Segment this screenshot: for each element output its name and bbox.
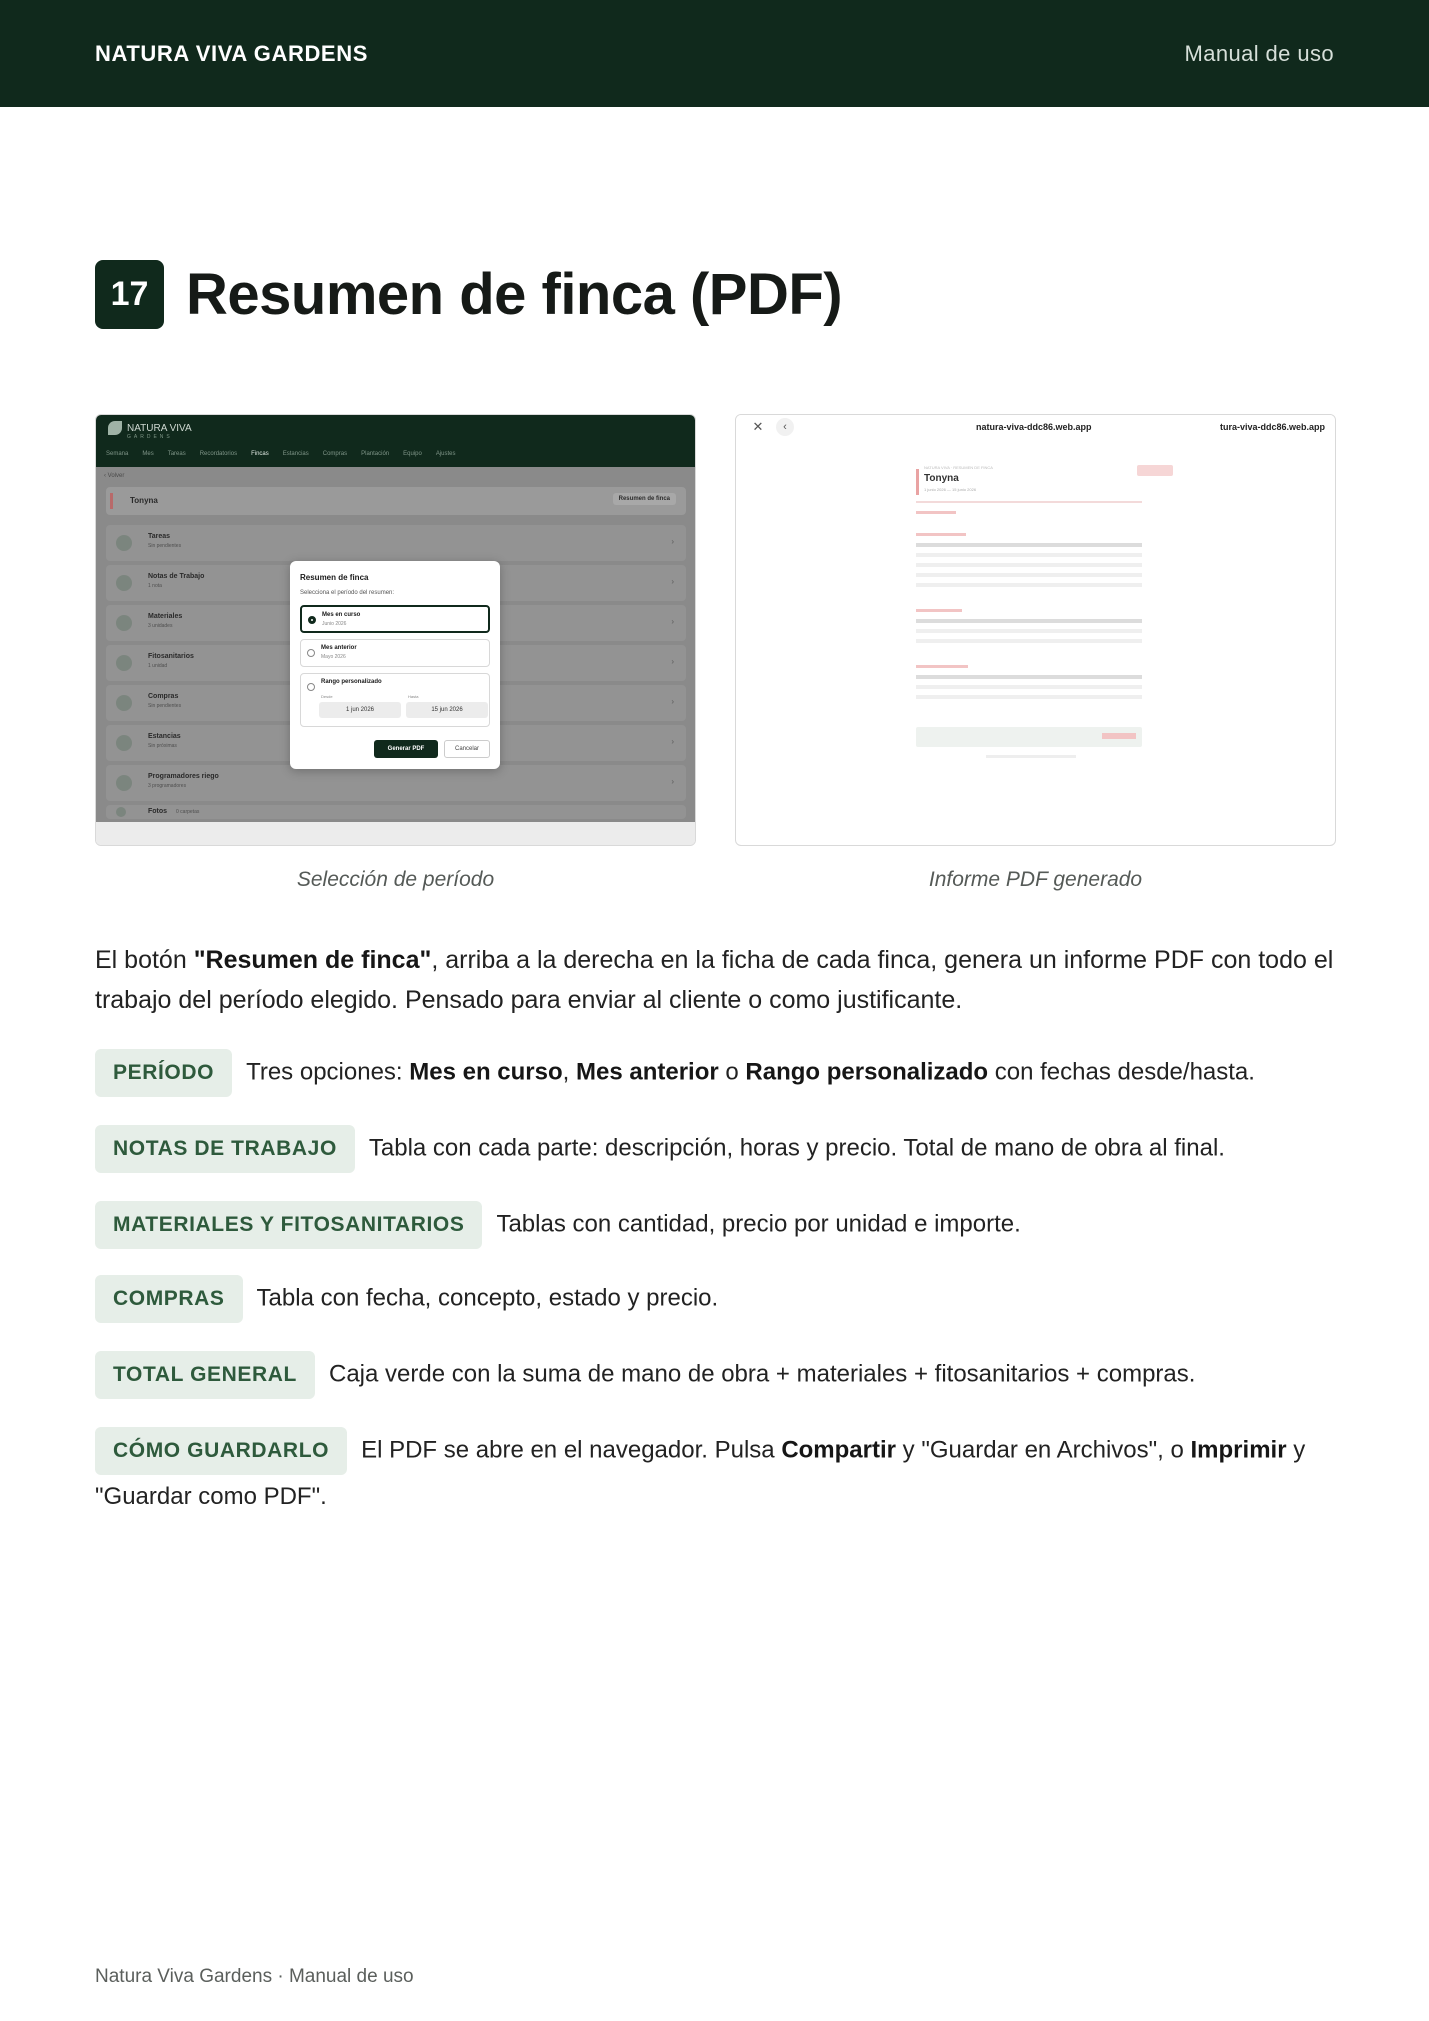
pdf-table-row [916, 583, 1142, 587]
list-item-title: Fotos [148, 808, 168, 815]
pdf-kicker: NATURA VIVA · RESUMEN DE FINCA [924, 465, 993, 470]
tag-label: MATERIALES Y FITOSANITARIOS [95, 1201, 482, 1249]
list-item-sub: 3 unidades [148, 623, 173, 629]
browser-url: natura-viva-ddc86.web.app [976, 422, 1092, 432]
cart-icon [116, 695, 132, 711]
chevron-right-icon: › [671, 577, 674, 586]
farm-name: Tonyna [130, 496, 158, 505]
item-text: Tabla con fecha, concepto, estado y precio. [256, 1284, 719, 1312]
list-item-sub: 0 carpetas [176, 809, 200, 815]
top-bar [0, 0, 1429, 107]
tag-label: TOTAL GENERAL [95, 1351, 315, 1399]
option-previous-month[interactable] [300, 639, 490, 667]
chevron-right-icon: › [671, 657, 674, 666]
pdf-section-label [916, 609, 962, 612]
modal-hint: Selecciona el período del resumen: [300, 590, 395, 596]
pdf-table-row [916, 573, 1142, 577]
list-item-title: Estancias [148, 733, 181, 740]
screenshot-period-selection [95, 414, 696, 846]
section-heading [95, 260, 842, 329]
pdf-page [906, 459, 1176, 759]
intro-strong: "Resumen de finca" [193, 946, 432, 974]
item-strong: Compartir [781, 1436, 896, 1464]
pdf-divider [916, 501, 1142, 503]
from-date-input[interactable]: 1 jun 2026 [319, 702, 401, 718]
list-item-sub: 3 programadores [148, 783, 187, 789]
list-item-title: Compras [148, 693, 179, 700]
pdf-section-label [916, 665, 968, 668]
app-nav [106, 451, 456, 457]
farm-summary-button[interactable]: Resumen de finca [613, 493, 676, 505]
pdf-total-value [1102, 733, 1136, 739]
modal-title: Resumen de finca [300, 573, 369, 582]
bed-icon [116, 735, 132, 751]
app-brand: NATURA VIVA [127, 422, 192, 434]
chevron-right-icon: › [671, 737, 674, 746]
option-label: Rango personalizado [321, 679, 382, 685]
list-item-sub: Sin pendientes [148, 703, 182, 709]
option-sub: Mayo 2026 [321, 654, 346, 660]
nav-item[interactable]: Estancias [282, 451, 309, 457]
nav-item[interactable]: Equipo [403, 451, 422, 457]
summary-modal [290, 561, 500, 769]
item-total [95, 1351, 1335, 1399]
chevron-right-icon: › [671, 777, 674, 786]
pdf-table-row [916, 695, 1142, 699]
nav-item-active[interactable]: Fincas [251, 451, 269, 457]
caption-right: Informe PDF generado [928, 868, 1143, 891]
option-sub: Junio 2026 [322, 621, 347, 627]
list-item-sub: 1 nota [148, 583, 162, 589]
list-item[interactable] [106, 805, 686, 819]
page-footer: Natura Viva Gardens · Manual de uso [95, 1966, 414, 1987]
item-text: Tablas con cantidad, precio por unidad e importe. [496, 1210, 1021, 1238]
item-text: Tres opciones: [246, 1058, 410, 1086]
pdf-table-row [916, 685, 1142, 689]
option-current-month[interactable] [300, 605, 490, 633]
browser-bar [736, 415, 1335, 439]
item-text: Tabla con cada parte: descripción, horas y precio. Total de mano de obra al final. [368, 1134, 1225, 1162]
section-number-badge: 17 [95, 260, 164, 329]
list-item-sub: Sin próximas [148, 743, 177, 749]
pdf-table-header [916, 675, 1142, 679]
pdf-accent [916, 469, 919, 495]
item-periodo [95, 1049, 1335, 1097]
tasks-icon [116, 535, 132, 551]
farm-header [106, 487, 686, 515]
tag-label: CÓMO GUARDARLO [95, 1427, 347, 1475]
item-strong: Rango personalizado [745, 1058, 989, 1086]
to-label: Hasta [408, 694, 419, 699]
chevron-right-icon: › [671, 537, 674, 546]
materials-icon [116, 615, 132, 631]
item-text: con fechas desde/hasta. [988, 1058, 1255, 1086]
pdf-table-row [916, 553, 1142, 557]
pdf-table-row [916, 563, 1142, 567]
list-item[interactable] [106, 765, 686, 801]
brand-name: NATURA VIVA GARDENS [95, 40, 368, 66]
list-item-title: Fitosanitarios [148, 653, 194, 660]
item-strong: Mes anterior [575, 1058, 719, 1086]
tag-label: NOTAS DE TRABAJO [95, 1125, 355, 1173]
from-label: Desde [321, 694, 333, 699]
list-item-sub: Sin pendientes [148, 543, 182, 549]
app-header [96, 415, 695, 467]
farm-accent [110, 493, 113, 509]
pdf-table-row [916, 629, 1142, 633]
browser-url-right: tura-viva-ddc86.web.app [1219, 422, 1325, 432]
pdf-table-row [916, 639, 1142, 643]
list-item-sub: 1 unidad [148, 663, 168, 669]
chevron-right-icon: › [671, 617, 674, 626]
manual-label: Manual de uso [1184, 40, 1334, 66]
pdf-logo [1137, 465, 1173, 476]
intro-text: , arriba a la derecha en la ficha de cada finca, genera un informe PDF con todo el trabajo del período elegido. Pensado para enviar al cliente o como justificante. [95, 946, 1334, 1014]
pdf-footer [986, 755, 1076, 758]
nav-item[interactable]: Compras [322, 451, 348, 457]
pdf-section-label [916, 533, 966, 536]
item-text: , [562, 1058, 576, 1086]
item-text: Caja verde con la suma de mano de obra + materiales + fitosanitarios + compras. [328, 1360, 1196, 1388]
nav-item[interactable]: Plantación [361, 451, 390, 457]
item-text: o [718, 1058, 746, 1086]
plant-icon [116, 655, 132, 671]
radio-unselected[interactable] [307, 649, 315, 657]
nav-item[interactable]: Semana [106, 451, 129, 457]
item-text: y "Guardar en Archivos", o [896, 1436, 1191, 1464]
water-drop-icon [116, 775, 132, 791]
nav-item[interactable]: Recordatorios [199, 451, 238, 457]
item-materiales [95, 1201, 1335, 1249]
leaf-icon [108, 421, 122, 435]
close-icon[interactable]: ✕ [752, 419, 764, 434]
list-item-title: Tareas [148, 533, 171, 540]
notes-icon [116, 575, 132, 591]
radio-unselected[interactable] [307, 683, 315, 691]
item-text: El PDF se abre en el navegador. Pulsa [361, 1436, 782, 1464]
pdf-title: Tonyna [924, 473, 959, 484]
chevron-left-icon[interactable]: ‹ [776, 418, 794, 436]
tag-label: PERÍODO [95, 1049, 232, 1097]
item-text: y "Guardar como PDF". [95, 1436, 1306, 1510]
screenshot-pdf-report [735, 414, 1336, 846]
intro-text: El botón [95, 946, 194, 974]
cancel-button[interactable]: Cancelar [444, 740, 490, 758]
item-compras [95, 1275, 1335, 1323]
pdf-table-header [916, 543, 1142, 547]
list-item-title: Notas de Trabajo [148, 573, 205, 580]
item-strong: Mes en curso [409, 1058, 563, 1086]
intro-paragraph [95, 940, 1335, 1020]
back-link[interactable]: ‹ Volver [104, 473, 125, 479]
option-label: Mes en curso [322, 612, 361, 618]
app-body-dimmed [96, 467, 695, 822]
nav-item[interactable]: Ajustes [435, 451, 456, 457]
option-label: Mes anterior [321, 645, 357, 651]
camera-icon [116, 807, 126, 817]
item-notas [95, 1125, 1335, 1173]
page-title: Resumen de finca (PDF) [186, 262, 843, 327]
chevron-right-icon: › [671, 697, 674, 706]
item-guardar [95, 1427, 1335, 1519]
pdf-dates: 1 junio 2026 — 15 junio 2026 [924, 487, 977, 492]
app-logo [108, 421, 192, 435]
nav-item[interactable]: Mes [142, 451, 154, 457]
pdf-section-label [916, 511, 956, 514]
pdf-total-box [916, 727, 1142, 747]
app-footer [96, 822, 695, 846]
to-date-input[interactable]: 15 jun 2026 [406, 702, 488, 718]
caption-left: Selección de período [296, 868, 495, 891]
pdf-table-header [916, 619, 1142, 623]
radio-selected[interactable] [308, 616, 316, 624]
list-item-title: Materiales [148, 613, 183, 620]
item-strong: Imprimir [1190, 1436, 1287, 1464]
nav-item[interactable]: Tareas [167, 451, 186, 457]
list-item-title: Programadores riego [148, 773, 219, 780]
option-custom-range[interactable] [300, 673, 490, 727]
app-brand-sub: GARDENS [127, 434, 173, 440]
list-item[interactable] [106, 525, 686, 561]
generate-pdf-button[interactable]: Generar PDF [374, 740, 438, 758]
tag-label: COMPRAS [95, 1275, 243, 1323]
